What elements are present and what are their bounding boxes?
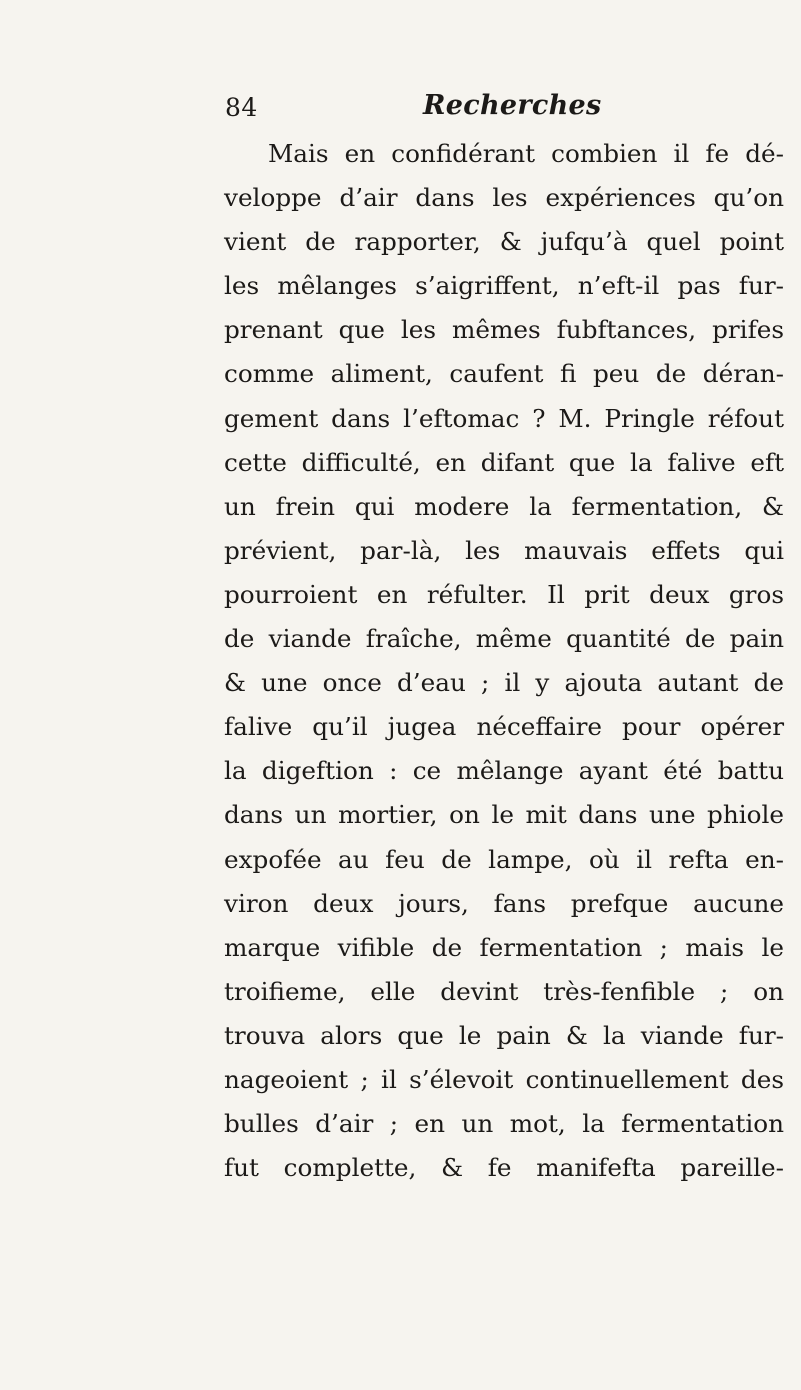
text-line: troifieme, elle devint très-fenfible ; on — [224, 976, 784, 1006]
body-text — [224, 132, 784, 1190]
text-line: pourroient en réfulter. Il prit deux gros — [224, 579, 784, 609]
text-line: veloppe d’air dans les expériences qu’on — [224, 183, 784, 213]
text-line: un frein qui modere la fermentation, & — [224, 491, 784, 521]
text-line: & une once d’eau ; il y ajouta autant de — [224, 668, 784, 698]
text-line: falive qu’il jugea néceffaire pour opérer — [224, 712, 784, 742]
text-line: vient de rapporter, & jufqu’à quel point — [224, 227, 784, 257]
text-line: expofée au feu de lampe, où il refta en- — [224, 844, 784, 874]
text-line: prévient, par-là, les mauvais effets qui — [224, 535, 784, 565]
text-line: gement dans l’eftomac ? M. Pringle réfout — [224, 403, 784, 433]
text-line: Mais en confidérant combien il fe dé- — [268, 139, 784, 168]
running-title: Recherches — [423, 90, 602, 121]
running-head — [225, 88, 725, 132]
text-line: trouva alors que le pain & la viande fur- — [224, 1020, 784, 1050]
text-line: fut complette, & fe manifefta pareille- — [224, 1153, 784, 1183]
text-line: comme aliment, caufent fi peu de déran- — [224, 359, 784, 389]
text-line: marque vifible de fermentation ; mais le — [224, 932, 784, 962]
text-line: les mêlanges s’aigriffent, n’eft-il pas fur- — [224, 271, 784, 301]
text-line: bulles d’air ; en un mot, la fermentation — [224, 1109, 784, 1139]
text-line: de viande fraîche, même quantité de pain — [224, 624, 784, 654]
text-line: dans un mortier, on le mit dans une phiole — [224, 800, 784, 830]
text-line: cette difficulté, en difant que la falive eft — [224, 447, 784, 477]
text-line: viron deux jours, fans prefque aucune — [224, 888, 784, 918]
text-line: prenant que les mêmes fubftances, prifes — [224, 315, 784, 345]
text-line: nageoient ; il s’élevoit continuellement des — [224, 1064, 784, 1094]
text-line: la digeftion : ce mêlange ayant été battu — [224, 756, 784, 786]
page-number: 84 — [225, 93, 258, 122]
